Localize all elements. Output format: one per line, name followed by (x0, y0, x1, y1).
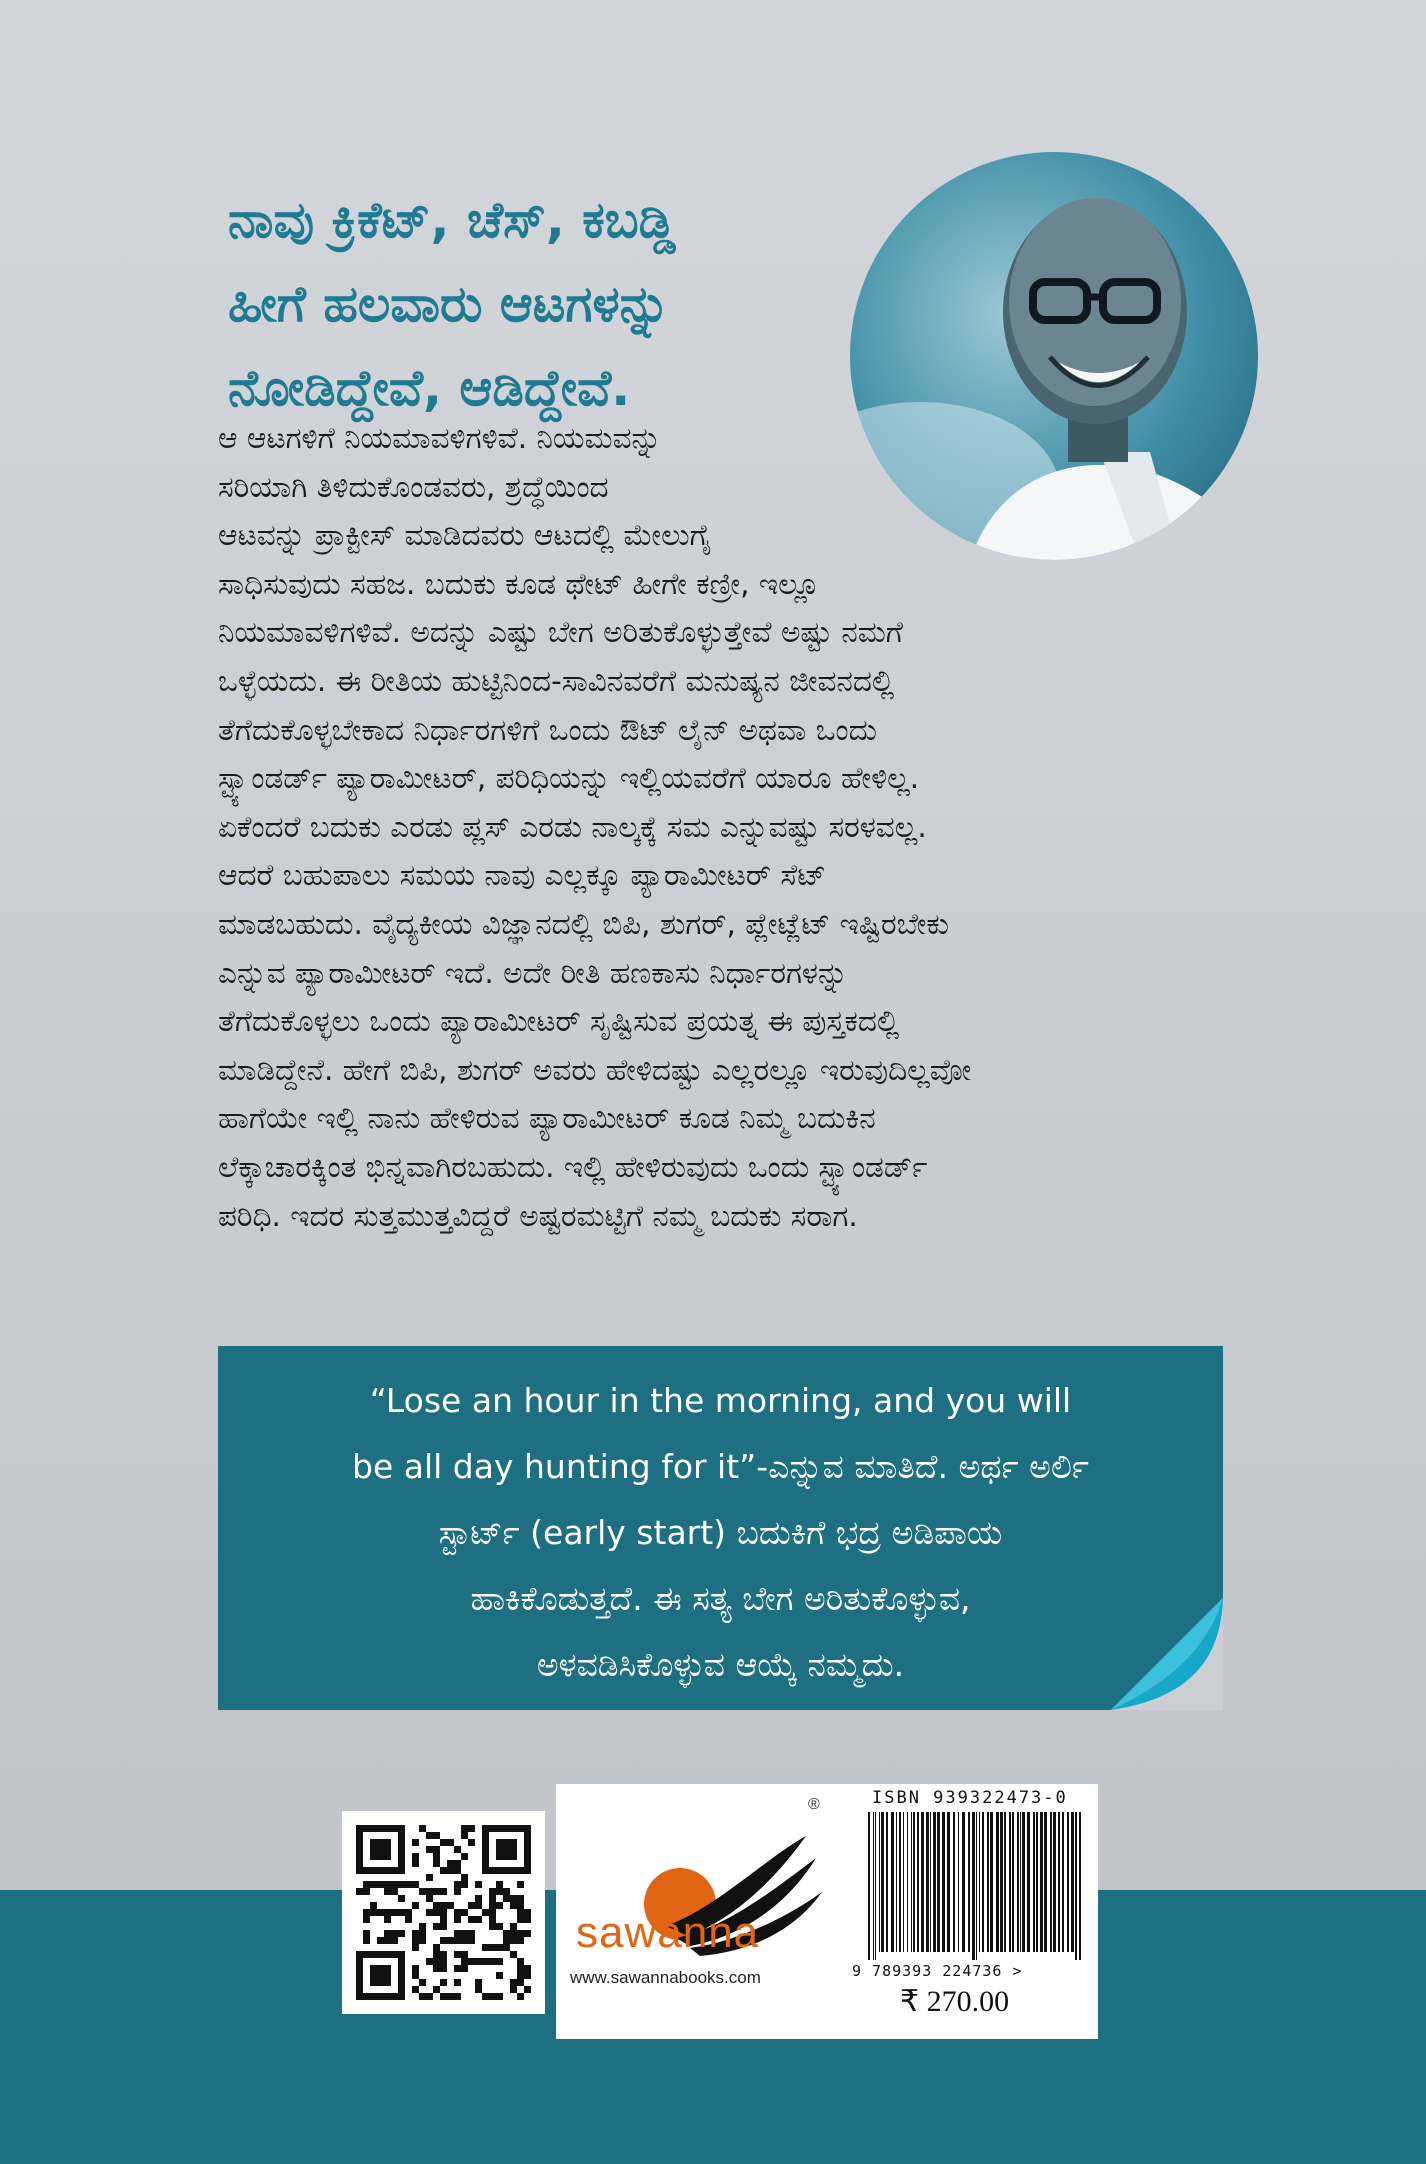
description-line: ಸಾಧಿಸುವುದು ಸಹಜ. ಬದುಕು ಕೂಡ ಥೇಟ್ ಹೀಗೇ ಕಣ್ರೀ, ಇಲ್ಲೂ (218, 566, 820, 601)
description-line: ಹಾಗೆಯೇ ಇಲ್ಲಿ ನಾನು ಹೇಳಿರುವ ಪ್ಯಾರಾಮೀಟರ್ ಕೂಡ ನಿಮ್ಮ ಬದುಕಿನ (218, 1101, 876, 1136)
page-curl-icon (1111, 1598, 1223, 1710)
barcode-digits: 9 789393 224736 > (852, 1962, 1023, 1980)
publisher-name: sawanna (576, 1908, 760, 1957)
headline (228, 178, 868, 430)
description-line: ಎನ್ನುವ ಪ್ಯಾರಾಮೀಟರ್ ಇದೆ. ಅದೇ ರೀತಿ ಹಣಕಾಸು ನಿರ್ಧಾರಗಳನ್ನು (218, 955, 848, 990)
description-line: ಮಾಡಿದ್ದೇನೆ. ಹೇಗೆ ಬಿಪಿ, ಶುಗರ್ ಅವರು ಹೇಳಿದಷ್ಟು ಎಲ್ಲರಲ್ಲೂ ಇರುವುದಿಲ್ಲವೋ (218, 1052, 972, 1087)
price: ₹ 270.00 (900, 1985, 1010, 2018)
publisher-barcode-panel (556, 1784, 1098, 2039)
headline-line: ನಾವು ಕ್ರಿಕೆಟ್, ಚೆಸ್, ಕಬಡ್ಡಿ (228, 191, 676, 249)
quote-line: be all day hunting for it”-ಎನ್ನುವ ಮಾತಿದೆ. ಅರ್ಥ ಅರ್ಲಿ (352, 1447, 1089, 1486)
description-line: ತೆಗೆದುಕೊಳ್ಳಬೇಕಾದ ನಿರ್ಧಾರಗಳಿಗೆ ಒಂದು ಔಟ್ ಲೈನ್ ಅಥವಾ ಒಂದು (218, 712, 878, 747)
description-line: ಮಾಡಬಹುದು. ವೈದ್ಯಕೀಯ ವಿಜ್ಞಾನದಲ್ಲಿ ಬಿಪಿ, ಶುಗರ್, ಪ್ಲೇಟ್ಲೆಟ್ ಇಷ್ಟಿರಬೇಕು (218, 906, 950, 941)
description (218, 414, 1233, 1240)
quote-line: “Lose an hour in the morning, and you will (369, 1381, 1072, 1420)
description-line: ಸರಿಯಾಗಿ ತಿಳಿದುಕೊಂಡವರು, ಶ್ರದ್ಧೆಯಿಂದ (218, 469, 609, 504)
description-line: ಪರಿಧಿ. ಇದರ ಸುತ್ತಮುತ್ತವಿದ್ದರೆ ಅಷ್ಟರಮಟ್ಟಿಗೆ ನಮ್ಮ ಬದುಕು ಸರಾಗ. (218, 1198, 858, 1233)
description-line: ಆಟವನ್ನು ಪ್ರಾಕ್ಟೀಸ್ ಮಾಡಿದವರು ಆಟದಲ್ಲಿ ಮೇಲುಗೈ (218, 518, 712, 553)
description-line: ಏಕೆಂದರೆ ಬದುಕು ಎರಡು ಪ್ಲಸ್ ಎರಡು ನಾಲ್ಕಕ್ಕೆ ಸಮ ಎನ್ನುವಷ್ಟು ಸರಳವಲ್ಲ. (218, 809, 927, 844)
quote-box (218, 1346, 1223, 1710)
quote-text (218, 1368, 1223, 1698)
headline-line: ನೋಡಿದ್ದೇವೆ, ಆಡಿದ್ದೇವೆ. (228, 359, 631, 417)
qr-code-icon (356, 1825, 531, 2000)
description-line: ಆ ಆಟಗಳಿಗೆ ನಿಯಮಾವಳಿಗಳಿವೆ. ನಿಯಮವನ್ನು (218, 421, 662, 455)
barcode-icon (866, 1812, 1086, 1960)
registered-mark: ® (808, 1796, 820, 1813)
headline-line: ಹೀಗೆ ಹಲವಾರು ಆಟಗಳನ್ನು (228, 275, 671, 333)
quote-line: ಅಳವಡಿಸಿಕೊಳ್ಳುವ ಆಯ್ಕೆ ನಮ್ಮದು. (536, 1645, 905, 1684)
description-line: ನಿಯಮಾವಳಿಗಳಿವೆ. ಅದನ್ನು ಎಷ್ಟು ಬೇಗ ಅರಿತುಕೊಳ್ಳುತ್ತೇವೆ ಅಷ್ಟು ನಮಗೆ (218, 615, 903, 650)
description-line: ಲೆಕ್ಕಾಚಾರಕ್ಕಿಂತ ಭಿನ್ನವಾಗಿರಬಹುದು. ಇಲ್ಲಿ ಹೇಳಿರುವುದು ಒಂದು ಸ್ಟ್ಯಾಂಡರ್ಡ್ (218, 1149, 928, 1184)
quote-line: ಹಾಕಿಕೊಡುತ್ತದೆ. ಈ ಸತ್ಯ ಬೇಗ ಅರಿತುಕೊಳ್ಳುವ, (470, 1579, 971, 1618)
description-line: ಆದರೆ ಬಹುಪಾಲು ಸಮಯ ನಾವು ಎಲ್ಲಕ್ಕೂ ಪ್ಯಾರಾಮೀಟರ್ ಸೆಟ್ (218, 858, 827, 893)
isbn-label: ISBN 939322473-0 (872, 1788, 1068, 1808)
publisher-url: www.sawannabooks.com (570, 1968, 761, 1987)
description-line: ತೆಗೆದುಕೊಳ್ಳಲು ಒಂದು ಪ್ಯಾರಾಮೀಟರ್ ಸೃಷ್ಟಿಸುವ ಪ್ರಯತ್ನ ಈ ಪುಸ್ತಕದಲ್ಲಿ (218, 1004, 900, 1039)
description-line: ಒಳ್ಳೆಯದು. ಈ ರೀತಿಯ ಹುಟ್ಟಿನಿಂದ-ಸಾವಿನವರೆಗೆ ಮನುಷ್ಯನ ಜೀವನದಲ್ಲಿ (218, 663, 895, 698)
qr-code (342, 1811, 545, 2014)
quote-line: ಸ್ಟಾರ್ಟ್ (early start) ಬದುಕಿಗೆ ಭದ್ರ ಅಡಿಪಾಯ (438, 1513, 1003, 1552)
description-line: ಸ್ಟ್ಯಾಂಡರ್ಡ್ ಪ್ಯಾರಾಮೀಟರ್, ಪರಿಧಿಯನ್ನು ಇಲ್ಲಿಯವರೆಗೆ ಯಾರೂ ಹೇಳಿಲ್ಲ. (218, 761, 920, 796)
